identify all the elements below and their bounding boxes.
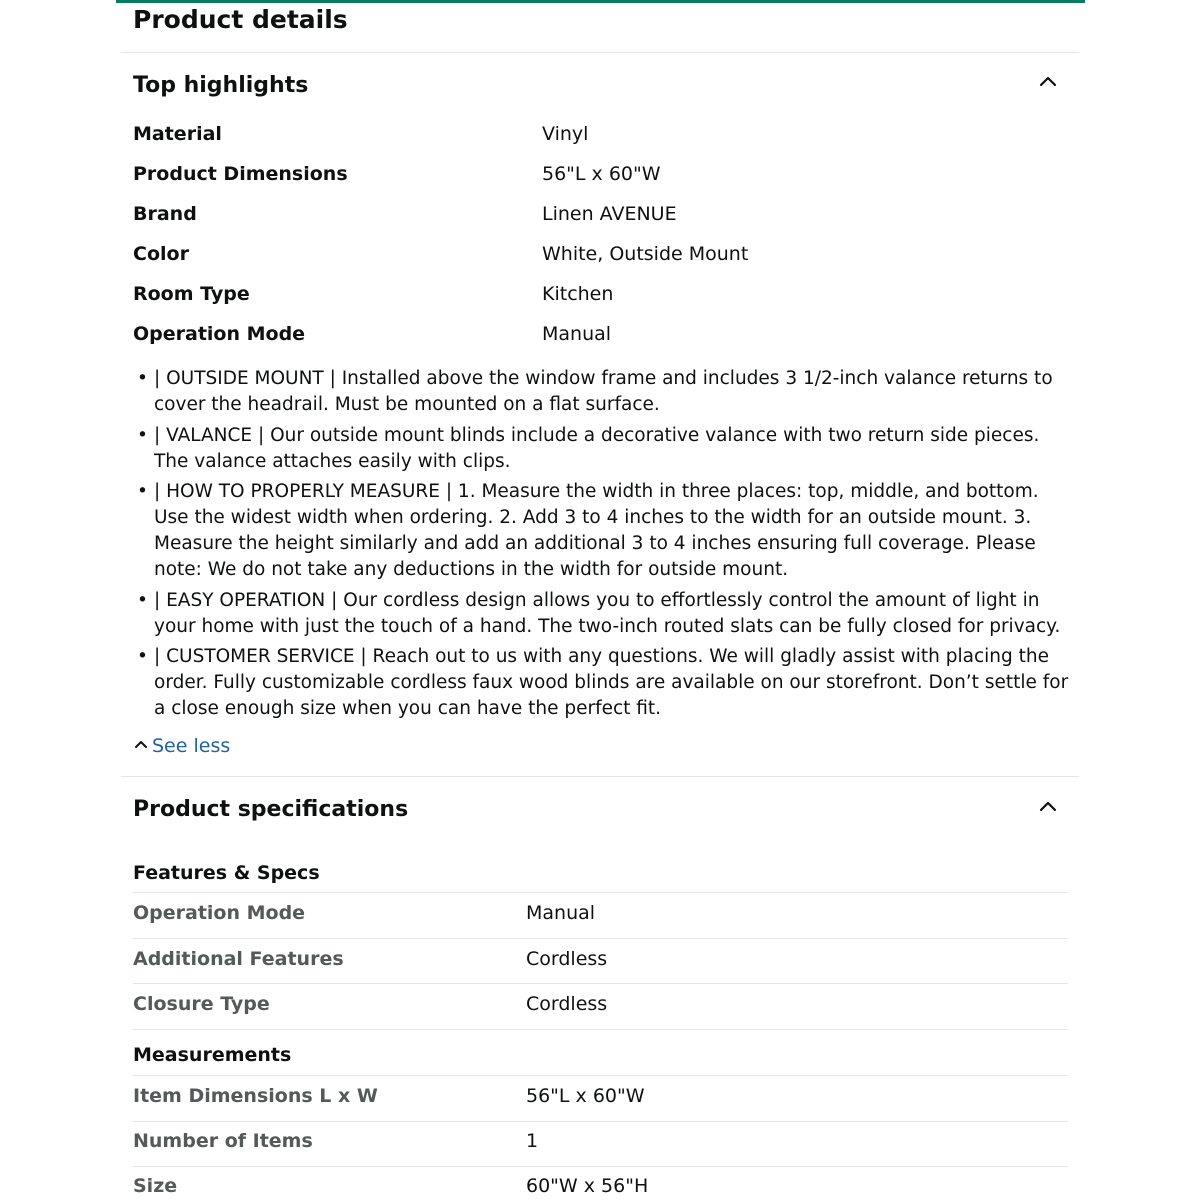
highlight-label: Material <box>133 123 222 145</box>
top-highlights-title: Top highlights <box>133 73 309 98</box>
see-less-label: See less <box>152 735 231 757</box>
feature-bullet: • | HOW TO PROPERLY MEASURE | 1. Measure the width in three places: top, middle, and bottom. Use the widest width when ordering. 2. Add 3 to 4 inches to the width for an outside mount. 3. Measure the height similarly and add an additional 3 to 4 inches ensuring full coverage. Please note: We do not take any deductions in the width for outside mount. <box>133 479 1073 583</box>
highlight-row-brand <box>133 199 1073 229</box>
features-specs-heading: Features & Specs <box>133 862 320 884</box>
highlight-row-product-dimensions <box>133 159 1073 189</box>
spec-label: Item Dimensions L x W <box>133 1085 378 1107</box>
highlight-label: Color <box>133 243 189 265</box>
row-divider <box>133 1166 1068 1167</box>
row-divider <box>133 1075 1068 1076</box>
spec-label: Number of Items <box>133 1130 313 1152</box>
spec-label: Closure Type <box>133 993 270 1015</box>
highlight-label: Operation Mode <box>133 323 306 345</box>
see-less-link[interactable] <box>133 733 230 759</box>
page-title: Product details <box>133 5 348 34</box>
spec-value: 56"L x 60"W <box>526 1085 645 1107</box>
measurements-heading: Measurements <box>133 1044 292 1066</box>
spec-value: 60"W x 56"H <box>526 1175 649 1197</box>
highlight-row-material <box>133 119 1073 149</box>
feature-bullet-list <box>133 366 1073 727</box>
spec-row <box>133 1171 1068 1200</box>
highlight-value: White, Outside Mount <box>542 243 749 265</box>
accent-bar <box>116 0 1085 3</box>
feature-bullet: • | EASY OPERATION | Our cordless design allows you to effortlessly control the amount of light in your home with just the touch of a hand. The two-inch routed slats can be fully closed for privacy. <box>133 588 1073 640</box>
spec-row <box>133 944 1068 974</box>
row-divider <box>133 1121 1068 1122</box>
feature-bullet: • | CUSTOMER SERVICE | Reach out to us with any questions. We will gladly assist with placing the order. Fully customizable cordless faux wood blinds are available on our storefront. Don’t settle for a close enough size when you can have the perfect fit. <box>133 644 1073 722</box>
chevron-up-icon[interactable] <box>1038 72 1058 92</box>
divider <box>121 52 1079 53</box>
spec-label: Size <box>133 1175 178 1197</box>
highlight-value: Linen AVENUE <box>542 203 677 225</box>
feature-bullet: • | OUTSIDE MOUNT | Installed above the window frame and includes 3 1/2-inch valance returns to cover the headrail. Must be mounted on a flat surface. <box>133 366 1073 418</box>
caret-up-icon <box>133 737 149 751</box>
spec-row <box>133 989 1068 1019</box>
highlight-value: 56"L x 60"W <box>542 163 661 185</box>
highlight-label: Product Dimensions <box>133 163 348 185</box>
spec-row <box>133 898 1068 928</box>
highlight-label: Brand <box>133 203 197 225</box>
row-divider <box>133 983 1068 984</box>
highlight-value: Kitchen <box>542 283 614 305</box>
spec-label: Additional Features <box>133 948 344 970</box>
chevron-up-icon[interactable] <box>1038 797 1058 817</box>
spec-value: Manual <box>526 902 596 924</box>
spec-value: 1 <box>526 1130 539 1152</box>
highlight-value: Vinyl <box>542 123 589 145</box>
spec-row <box>133 1126 1068 1156</box>
highlight-label: Room Type <box>133 283 250 305</box>
row-divider <box>133 892 1068 893</box>
row-divider <box>133 1029 1068 1030</box>
row-divider <box>133 938 1068 939</box>
spec-label: Operation Mode <box>133 902 306 924</box>
highlight-row-room-type <box>133 279 1073 309</box>
product-specifications-title: Product specifications <box>133 797 409 822</box>
spec-value: Cordless <box>526 993 608 1015</box>
spec-value: Cordless <box>526 948 608 970</box>
highlight-value: Manual <box>542 323 612 345</box>
highlight-row-color <box>133 239 1073 269</box>
spec-row <box>133 1081 1068 1111</box>
divider <box>121 776 1079 777</box>
highlight-row-operation-mode <box>133 319 1073 349</box>
feature-bullet: • | VALANCE | Our outside mount blinds include a decorative valance with two return side pieces. The valance attaches easily with clips. <box>133 423 1073 475</box>
